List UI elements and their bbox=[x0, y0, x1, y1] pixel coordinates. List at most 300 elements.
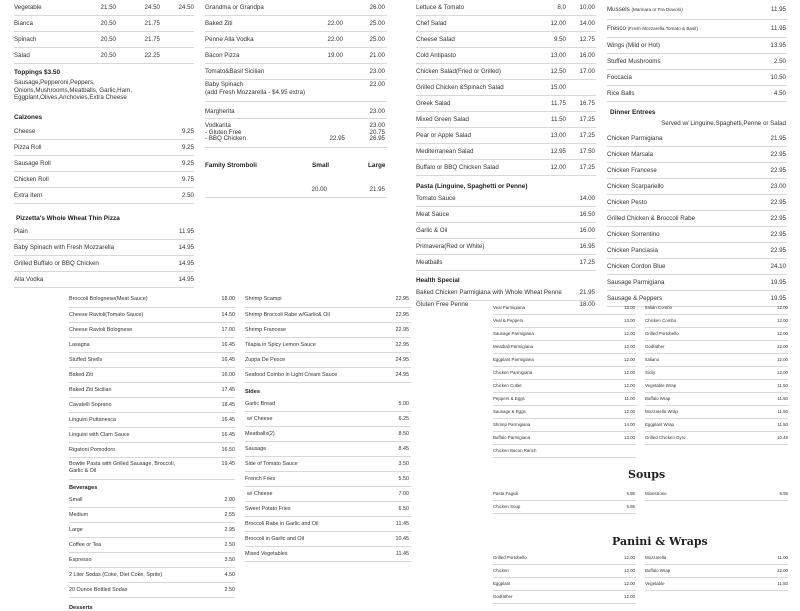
small-label: Small bbox=[312, 162, 330, 169]
item-price: 23.00 bbox=[369, 68, 385, 75]
item-name: Vodkarita bbox=[205, 122, 231, 129]
menu-row bbox=[607, 195, 787, 211]
item-price: 21.75 bbox=[144, 20, 160, 27]
menu-row bbox=[69, 538, 235, 553]
item-name: Linguini Puttanesca bbox=[69, 417, 117, 423]
menu-row bbox=[69, 368, 235, 383]
item-name: Buffalo Wrap bbox=[645, 396, 671, 401]
item-name: Chicken Roll bbox=[14, 175, 49, 183]
item-name: Chef Salad bbox=[416, 20, 447, 27]
item-name: Alla Vodka bbox=[14, 275, 44, 283]
menu-row bbox=[14, 124, 194, 140]
item-price: 17.00 bbox=[579, 68, 595, 75]
item-price: 11.75 bbox=[550, 100, 566, 107]
item-price: 22.95 bbox=[770, 150, 786, 158]
item-name: Chicken Francese bbox=[607, 166, 657, 174]
item-price: 12.00 bbox=[624, 594, 635, 599]
item-price: 11.50 bbox=[777, 409, 788, 414]
toppings-header: Toppings $3.50 bbox=[14, 69, 61, 76]
item-price: 13.00 bbox=[550, 132, 566, 139]
menu-row bbox=[645, 315, 788, 328]
item-price: 16.95 bbox=[579, 243, 595, 250]
menu-row bbox=[493, 328, 636, 341]
menu-row bbox=[69, 338, 235, 353]
menu-row bbox=[607, 227, 787, 243]
item-price: 9.25 bbox=[181, 127, 194, 135]
menu-row bbox=[69, 353, 235, 368]
menu-row bbox=[416, 16, 596, 32]
soups-left-list bbox=[493, 488, 636, 514]
item-price: 2.50 bbox=[181, 191, 194, 199]
menu-row bbox=[245, 412, 411, 427]
item-name: Veal & Peppers bbox=[493, 318, 524, 323]
item-name: Tilapia in Spicy Lemon Sauce bbox=[245, 342, 316, 348]
item-price: 11.00 bbox=[624, 396, 635, 401]
item-name-group bbox=[205, 81, 305, 96]
pizza-size-rows bbox=[14, 0, 194, 64]
soups-right-list bbox=[645, 488, 788, 501]
menu-row bbox=[69, 413, 235, 428]
wheat-pizza-header: Pizzetta's Whole Wheat Thin Pizza bbox=[16, 214, 120, 222]
menu-row bbox=[645, 432, 788, 445]
menu-row bbox=[416, 160, 596, 176]
item-price: 5.95 bbox=[626, 491, 635, 496]
item-price: 10.50 bbox=[770, 74, 786, 81]
menu-row bbox=[245, 532, 411, 547]
beverages-header: Beverages bbox=[69, 485, 98, 491]
item-name: French Fries bbox=[245, 476, 276, 482]
menu-row bbox=[607, 179, 787, 195]
item-name: Eggplant Parmigiana bbox=[493, 357, 534, 362]
menu-row bbox=[493, 406, 636, 419]
item-price: 12.00 bbox=[624, 409, 635, 414]
item-name: Shrimp Scampi bbox=[245, 296, 282, 302]
item-name: Baked Chicken Parmigiana with Whole Wheat Penne bbox=[416, 289, 562, 296]
item-name: Sausage Roll bbox=[14, 159, 51, 167]
menu-row bbox=[14, 272, 194, 288]
menu-row bbox=[205, 0, 387, 16]
item-price: 12.00 bbox=[777, 318, 788, 323]
menu-row bbox=[607, 131, 787, 147]
menu-row bbox=[205, 80, 387, 102]
item-price: 4.50 bbox=[773, 90, 786, 97]
menu-column-3 bbox=[416, 0, 596, 309]
item-price: 3.50 bbox=[398, 461, 409, 467]
item-note: (Marinara or Fra Diavolo) bbox=[631, 7, 683, 12]
item-price: 12.00 bbox=[624, 568, 635, 573]
item-name: Chicken bbox=[493, 568, 509, 573]
menu-row bbox=[493, 552, 636, 565]
item-name: Tomato Sauce bbox=[416, 195, 456, 202]
item-price: 10.45 bbox=[777, 435, 788, 440]
item-price: 11.95 bbox=[770, 6, 786, 13]
item-note: (Fresh Mozzarella,Tomato & Basil) bbox=[627, 26, 698, 31]
item-price: 16.45 bbox=[221, 432, 235, 438]
item-price: 15.00 bbox=[550, 84, 566, 91]
menu-row bbox=[493, 488, 636, 501]
menu-row bbox=[493, 578, 636, 591]
menu-row bbox=[245, 427, 411, 442]
menu-row bbox=[14, 172, 194, 188]
item-price: 21.50 bbox=[100, 4, 116, 11]
item-name: Chicken Sorrentino bbox=[607, 230, 660, 238]
item-name: Sausage Parmigiana bbox=[607, 278, 665, 286]
item-price: 21.95 bbox=[579, 289, 595, 296]
item-price: 24.10 bbox=[770, 262, 786, 270]
dinner-note: Served w/ Linguine,Spaghetti,Penne or Salad bbox=[661, 120, 786, 127]
item-price: 21.95 bbox=[369, 186, 385, 193]
item-price: 20.50 bbox=[100, 52, 116, 59]
soups-title: Soups bbox=[628, 468, 666, 481]
item-name: Godfather bbox=[645, 344, 665, 349]
item-name: Bianca bbox=[14, 20, 33, 27]
item-price: 12.00 bbox=[624, 357, 635, 362]
item-name: Baby Spinach bbox=[205, 81, 244, 88]
menu-row bbox=[14, 156, 194, 172]
menu-row bbox=[607, 243, 787, 259]
item-name: Primavera(Red or White) bbox=[416, 243, 485, 250]
menu-row bbox=[645, 302, 788, 315]
toppings-list: Sausage,Pepperoni,Peppers, Onions,Mushrooms,Meatballs, Garlic,Ham, Eggplant,Olives,Anchovies,Extra Cheese bbox=[14, 79, 132, 101]
menu-row bbox=[416, 48, 596, 64]
panini-right-list bbox=[645, 552, 788, 591]
menu-row bbox=[69, 493, 235, 508]
menu-row bbox=[69, 523, 235, 538]
item-price: 11.50 bbox=[777, 581, 788, 586]
menu-row bbox=[69, 308, 235, 323]
menu-row bbox=[645, 328, 788, 341]
item-price: 17.50 bbox=[579, 148, 595, 155]
item-name: Spinach bbox=[14, 36, 37, 43]
item-name: Cheese Salad bbox=[416, 36, 455, 43]
item-price: 11.50 bbox=[777, 422, 788, 427]
item-name: Small bbox=[69, 497, 83, 503]
menu-row bbox=[69, 398, 235, 413]
item-name: Lasagna bbox=[69, 342, 90, 348]
large-label: Large bbox=[368, 162, 386, 169]
menu-row bbox=[416, 0, 596, 16]
item-name: Wings (Mild or Hot) bbox=[607, 42, 660, 49]
menu-row bbox=[69, 443, 235, 458]
item-price: 13.00 bbox=[624, 435, 635, 440]
item-name: Chicken Pesto bbox=[607, 198, 647, 206]
item-price: 12.00 bbox=[777, 344, 788, 349]
item-price: 17.25 bbox=[579, 164, 595, 171]
item-name: Shrimp Parmigiana bbox=[493, 422, 531, 427]
item-price: 14.95 bbox=[178, 259, 194, 267]
menu-row bbox=[493, 315, 636, 328]
menu-row bbox=[205, 64, 387, 80]
item-name: Broccoli Bolognese(Meat Sauce) bbox=[69, 296, 148, 302]
item-price: 12.75 bbox=[579, 36, 595, 43]
item-price: 24.95 bbox=[395, 357, 409, 363]
item-price: 8.45 bbox=[398, 446, 409, 452]
item-name: Eggplant bbox=[493, 581, 511, 586]
item-name: Sausage bbox=[245, 446, 267, 452]
menu-row bbox=[607, 275, 787, 291]
item-price: 25.00 bbox=[369, 20, 385, 27]
item-name: Godfather bbox=[493, 594, 513, 599]
item-name: Chicken Soup bbox=[493, 504, 521, 509]
item-price: 21.75 bbox=[144, 36, 160, 43]
item-price: 13.95 bbox=[770, 42, 786, 49]
item-price: 16.50 bbox=[221, 447, 235, 453]
menu-row bbox=[69, 323, 235, 338]
item-price: 11.95 bbox=[178, 227, 194, 235]
item-price: 12.00 bbox=[624, 344, 635, 349]
item-price: 17.25 bbox=[579, 132, 595, 139]
item-name: Pasta Fagioli bbox=[493, 491, 519, 496]
menu-row bbox=[493, 302, 636, 315]
item-name: Sausage & Eggs bbox=[493, 409, 526, 414]
menu-row bbox=[416, 239, 596, 255]
item-name: w/ Cheese bbox=[247, 416, 273, 422]
menu-row bbox=[416, 207, 596, 223]
item-name: Margherita bbox=[205, 108, 235, 115]
menu-row bbox=[245, 323, 411, 338]
item-name: Chicken Combo bbox=[645, 318, 677, 323]
item-name: Medium bbox=[69, 512, 89, 518]
item-price: 14.00 bbox=[579, 20, 595, 27]
menu-row bbox=[607, 54, 787, 70]
item-name: Italiano bbox=[645, 357, 660, 362]
item-price: 14.00 bbox=[579, 195, 595, 202]
menu-row bbox=[493, 367, 636, 380]
seafood-list bbox=[245, 296, 411, 383]
menu-row bbox=[493, 432, 636, 445]
menu-row bbox=[645, 419, 788, 432]
item-price: 17.25 bbox=[579, 259, 595, 266]
item-name: Chicken Cordon Blue bbox=[607, 262, 666, 270]
menu-row bbox=[245, 397, 411, 412]
menu-row bbox=[245, 457, 411, 472]
item-name: Cold Antipasto bbox=[416, 52, 456, 59]
menu-row bbox=[245, 472, 411, 487]
menu-row bbox=[69, 508, 235, 523]
item-price: 2.95 bbox=[224, 527, 235, 533]
item-price: 16.50 bbox=[579, 211, 595, 218]
item-name: Cheese Ravioli Bolognese bbox=[69, 327, 133, 333]
menu-row bbox=[645, 578, 788, 591]
item-name: Sausage Parmigiana bbox=[493, 331, 534, 336]
item-price: 11.00 bbox=[777, 555, 788, 560]
menu-row bbox=[645, 393, 788, 406]
item-price: 12.00 bbox=[624, 555, 635, 560]
item-name: Meatballs(2) bbox=[245, 431, 275, 437]
menu-row bbox=[645, 406, 788, 419]
item-name: Chicken Panciasia bbox=[607, 246, 658, 254]
item-price: 2.55 bbox=[224, 512, 235, 518]
item-name: Italian Combo bbox=[645, 305, 673, 310]
item-name: Baby Spinach with Fresh Mozzarella bbox=[14, 243, 115, 251]
menu-row bbox=[245, 487, 411, 502]
item-price: 18.00 bbox=[579, 301, 595, 308]
item-price: 22.25 bbox=[144, 52, 160, 59]
sides-header: Sides bbox=[245, 389, 260, 395]
item-name: Vegetable bbox=[14, 4, 42, 11]
item-price: 12.00 bbox=[777, 370, 788, 375]
item-name: Grilled Portobello bbox=[645, 331, 679, 336]
item-price: 13.00 bbox=[624, 318, 635, 323]
item-price: 11.50 bbox=[777, 396, 788, 401]
item-price: 12.00 bbox=[777, 331, 788, 336]
menu-row bbox=[416, 255, 596, 271]
item-price: 9.75 bbox=[181, 175, 194, 183]
item-name: Chicken Marsala bbox=[607, 150, 654, 158]
item-name: Meatballs bbox=[416, 259, 443, 266]
menu-row bbox=[607, 0, 787, 20]
item-price: 7.00 bbox=[398, 491, 409, 497]
item-price: 23.00 bbox=[369, 108, 385, 115]
health-special-header: Health Special bbox=[416, 277, 460, 284]
desserts-header: Desserts bbox=[69, 605, 93, 611]
menu-row bbox=[205, 102, 387, 119]
item-name: Peppers & Eggs bbox=[493, 396, 525, 401]
menu-row bbox=[205, 182, 387, 198]
item-price: 8.50 bbox=[398, 431, 409, 437]
item-price: 5.00 bbox=[398, 401, 409, 407]
item-name: Penne Alla Vodka bbox=[205, 36, 254, 43]
item-name: Zuppa De Pesce bbox=[245, 357, 286, 363]
item-price: 22.95 bbox=[770, 198, 786, 206]
appetizers-list bbox=[607, 0, 787, 102]
menu-row bbox=[69, 296, 235, 308]
menu-row bbox=[493, 565, 636, 578]
item-name: - Gluten Free bbox=[205, 128, 242, 136]
menu-row bbox=[14, 224, 194, 240]
item-price: 12.00 bbox=[777, 357, 788, 362]
item-price: 21.95 bbox=[770, 134, 786, 142]
salads-list bbox=[416, 0, 596, 176]
item-price: 16.75 bbox=[579, 100, 595, 107]
calzones-header: Calzones bbox=[14, 113, 43, 121]
item-price: 22.95 bbox=[395, 342, 409, 348]
item-name: - BBQ Chicken bbox=[205, 135, 246, 142]
stromboli-header: Family Stromboli bbox=[205, 162, 257, 169]
item-name: Broccoli in Garlic and Oil bbox=[245, 536, 305, 542]
item-price: 11.45 bbox=[395, 521, 409, 527]
item-name: Vegetable bbox=[645, 581, 665, 586]
item-name: Garlic Bread bbox=[245, 401, 275, 407]
item-price: 22.00 bbox=[327, 20, 343, 27]
menu-row bbox=[416, 223, 596, 239]
calzones-list bbox=[14, 124, 194, 204]
menu-row bbox=[607, 20, 787, 38]
item-name: Extra Item bbox=[14, 191, 43, 199]
menu-row bbox=[493, 380, 636, 393]
menu-row bbox=[493, 419, 636, 432]
menu-row bbox=[493, 341, 636, 354]
item-name: Foccacia bbox=[607, 74, 632, 81]
item-name: Salad bbox=[14, 52, 30, 59]
menu-row bbox=[14, 140, 194, 156]
item-name: Rice Balls bbox=[607, 90, 635, 97]
item-price: 22.95 bbox=[770, 230, 786, 238]
item-name: Sausage & Peppers bbox=[607, 294, 663, 302]
item-name: Baked Ziti bbox=[205, 20, 233, 27]
item-price: 2.00 bbox=[224, 497, 235, 503]
menu-row bbox=[416, 128, 596, 144]
item-price: 10.00 bbox=[579, 4, 595, 11]
menu-row bbox=[14, 188, 194, 204]
menu-row bbox=[416, 112, 596, 128]
panini-left-list bbox=[493, 552, 636, 604]
item-price: 20.00 bbox=[311, 186, 327, 193]
menu-row bbox=[645, 367, 788, 380]
menu-row bbox=[416, 96, 596, 112]
item-name: Plain bbox=[14, 227, 28, 235]
item-name: Bowtie Pasta with Grilled Sausage, Broccoli, Garlic & Oil bbox=[69, 461, 176, 474]
item-price: 16.00 bbox=[579, 227, 595, 234]
item-price: 12.00 bbox=[624, 331, 635, 336]
item-name: Stuffed Mushrooms bbox=[607, 58, 661, 65]
menu-row bbox=[645, 488, 788, 501]
menu-row bbox=[416, 285, 596, 301]
menu-row bbox=[645, 354, 788, 367]
item-name: Meat Sauce bbox=[416, 211, 450, 218]
item-price: 17.45 bbox=[221, 387, 235, 393]
menu-row bbox=[493, 445, 636, 458]
item-name-group bbox=[205, 123, 246, 143]
item-price: 18.45 bbox=[221, 402, 235, 408]
menu-row bbox=[69, 458, 235, 480]
menu-row bbox=[205, 119, 387, 145]
item-price: 2.50 bbox=[773, 58, 786, 65]
menu-row bbox=[245, 547, 411, 562]
item-note: (add Fresh Mozzarella - $4.95 extra) bbox=[205, 88, 306, 96]
menu-row bbox=[607, 38, 787, 54]
menu-row bbox=[493, 501, 636, 514]
menu-row bbox=[416, 32, 596, 48]
item-name: Mixed Green Salad bbox=[416, 116, 469, 123]
item-name: Buffalo or BBQ Chicken Salad bbox=[416, 164, 499, 171]
item-name: Mozzarella Wrap bbox=[645, 409, 678, 414]
item-name: Eggplant Wrap bbox=[645, 422, 674, 427]
item-price: 17.25 bbox=[579, 116, 595, 123]
menu-row bbox=[645, 341, 788, 354]
item-name: Mozzarella bbox=[645, 555, 667, 560]
item-price: 16.00 bbox=[579, 52, 595, 59]
item-price: 24.50 bbox=[144, 4, 160, 11]
item-price: 8.0 bbox=[557, 4, 566, 11]
item-name: Grilled Chicken Gyro bbox=[645, 435, 686, 440]
bottom-column-2 bbox=[245, 296, 411, 600]
item-price: 22.95 bbox=[770, 166, 786, 174]
item-name: Coffee or Tea bbox=[69, 542, 102, 548]
stromboli-section bbox=[205, 147, 387, 178]
menu-row bbox=[645, 380, 788, 393]
item-price: 22.95 bbox=[770, 246, 786, 254]
item-price: 25.00 bbox=[369, 36, 385, 43]
item-name: Buffalo Parmigiana bbox=[493, 435, 531, 440]
menu-row bbox=[245, 368, 411, 383]
item-name: Fresco bbox=[607, 25, 626, 32]
item-name: Sicily bbox=[645, 370, 656, 375]
item-price: 10.45 bbox=[395, 536, 409, 542]
menu-row bbox=[245, 517, 411, 532]
item-price: 12.50 bbox=[550, 68, 566, 75]
item-name: Chicken Bacon Ranch bbox=[493, 448, 537, 453]
menu-row bbox=[14, 32, 194, 48]
wheat-pizza-list bbox=[14, 224, 194, 288]
item-price: 12.00 bbox=[777, 568, 788, 573]
dinner-entrees-header: Dinner Entrees bbox=[610, 109, 656, 116]
item-name: Grilled Chicken &Spinach Salad bbox=[416, 84, 504, 91]
item-price: 23.00 bbox=[770, 182, 786, 190]
item-name: Grilled Buffalo or BBQ Chicken bbox=[14, 259, 99, 267]
item-name: Seafood Combo in Light Cream Sauce bbox=[245, 372, 338, 378]
item-price: 22.00 bbox=[369, 81, 385, 88]
